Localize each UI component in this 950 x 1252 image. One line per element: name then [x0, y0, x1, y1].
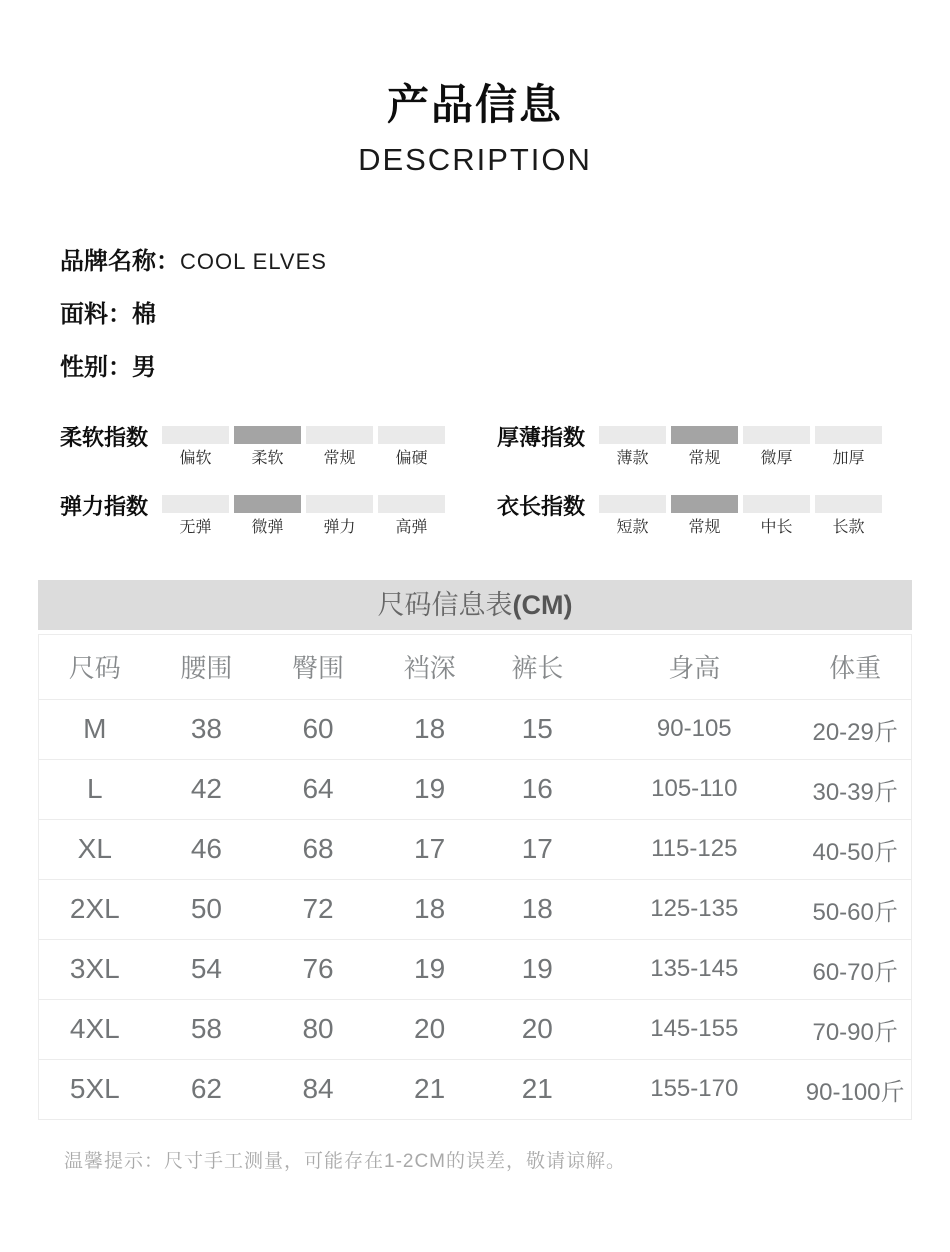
table-cell: 145-155 [589, 999, 799, 1059]
index-segment-bar [671, 426, 738, 444]
index-scale [599, 426, 882, 467]
table-cell: 30-39斤 [799, 759, 911, 819]
index-label: 柔软指数 [60, 425, 149, 450]
attribute-label: 品牌名称： [60, 248, 180, 275]
product-attribute-line [60, 303, 950, 327]
table-cell: 17 [485, 819, 589, 879]
index-segment-bar [815, 426, 882, 444]
table-cell: 19 [485, 939, 589, 999]
index-widget [497, 495, 920, 536]
product-attribute-line [60, 356, 950, 380]
index-segment-label: 短款 [616, 519, 649, 536]
table-cell: 72 [262, 879, 374, 939]
attribute-value: 男 [132, 354, 156, 381]
index-segment [671, 426, 738, 467]
index-widget [60, 495, 497, 536]
column-header: 体重 [799, 635, 911, 699]
table-cell: 62 [190, 1073, 222, 1105]
index-segment [815, 495, 882, 536]
column-header: 身高 [589, 635, 799, 699]
table-cell: M [39, 699, 151, 759]
index-segment [378, 426, 445, 467]
column-header: 腰围 [151, 635, 263, 699]
size-table [39, 635, 911, 1119]
table-cell: 90-105 [589, 699, 799, 759]
index-segment [162, 495, 229, 536]
table-row [39, 999, 911, 1059]
attribute-label: 面料： [60, 301, 132, 328]
table-cell: 50 [151, 879, 263, 939]
table-cell: 20 [374, 999, 486, 1059]
table-cell: 21 [521, 1073, 553, 1105]
column-header: 尺码 [39, 635, 151, 699]
table-cell: 105-110 [589, 759, 799, 819]
index-segment-bar [162, 495, 229, 513]
index-segment [743, 495, 810, 536]
table-cell: 5XL [69, 1073, 120, 1105]
table-cell: 4XL [39, 999, 151, 1059]
size-table-unit: (CM) [512, 590, 573, 620]
table-cell: 42 [151, 759, 263, 819]
attribute-value: COOL ELVES [180, 249, 327, 274]
index-segment [306, 426, 373, 467]
index-segment-label: 微弹 [251, 519, 284, 536]
index-segment-bar [378, 426, 445, 444]
table-cell: L [39, 759, 151, 819]
table-cell: 40-50斤 [799, 819, 911, 879]
table-row [39, 1059, 911, 1119]
table-cell: 76 [262, 939, 374, 999]
index-segment-bar [743, 426, 810, 444]
table-cell: 19 [374, 939, 486, 999]
table-cell: 2XL [39, 879, 151, 939]
index-segment-label: 高弹 [395, 519, 428, 536]
size-table-box [38, 634, 912, 1120]
index-segment-bar [162, 426, 229, 444]
index-segment-label: 偏软 [179, 450, 212, 467]
table-cell: 155-170 [650, 1075, 739, 1103]
table-cell: 18 [485, 879, 589, 939]
index-segment-label: 弹力 [323, 519, 356, 536]
product-attribute-line [60, 250, 950, 274]
table-cell: 18 [374, 879, 486, 939]
index-segment-bar [815, 495, 882, 513]
index-widgets [60, 426, 920, 536]
table-cell: XL [39, 819, 151, 879]
footer-note: 温馨提示：尺寸手工测量，可能存在1-2CM的误差，敬请谅解。 [64, 1151, 627, 1172]
column-header: 裆深 [374, 635, 486, 699]
table-row [39, 759, 911, 819]
index-segment [234, 495, 301, 536]
table-cell: 60 [262, 699, 374, 759]
table-row [39, 819, 911, 879]
table-cell: 68 [262, 819, 374, 879]
index-segment-label: 无弹 [179, 519, 212, 536]
table-cell: 84 [302, 1073, 334, 1105]
size-table-title [38, 580, 912, 630]
table-cell: 135-145 [589, 939, 799, 999]
table-row [39, 699, 911, 759]
table-cell: 50-60斤 [799, 879, 911, 939]
index-segment-label: 中长 [760, 519, 793, 536]
index-segment-bar [599, 426, 666, 444]
table-cell: 20-29斤 [799, 699, 911, 759]
table-cell: 20 [485, 999, 589, 1059]
table-cell: 54 [151, 939, 263, 999]
table-cell: 70-90斤 [799, 999, 911, 1059]
table-cell: 46 [151, 819, 263, 879]
table-cell: 16 [485, 759, 589, 819]
index-segment [599, 426, 666, 467]
table-row [39, 879, 911, 939]
index-segment [743, 426, 810, 467]
index-segment [306, 495, 373, 536]
index-segment-bar [743, 495, 810, 513]
table-cell: 38 [151, 699, 263, 759]
index-segment-label: 常规 [688, 450, 721, 467]
column-header: 裤长 [485, 635, 589, 699]
index-segment-label: 薄款 [616, 450, 649, 467]
index-widget [60, 426, 497, 467]
index-segment-bar [234, 495, 301, 513]
index-segment-label: 加厚 [832, 450, 865, 467]
index-segment-bar [378, 495, 445, 513]
index-segment-label: 柔软 [251, 450, 284, 467]
table-cell: 21 [414, 1073, 446, 1105]
page-title: 产品信息 [386, 81, 563, 128]
table-cell: 58 [151, 999, 263, 1059]
index-scale [599, 495, 882, 536]
attribute-label: 性别： [60, 354, 132, 381]
index-segment-bar [306, 495, 373, 513]
index-segment-label: 微厚 [760, 450, 793, 467]
table-cell: 17 [374, 819, 486, 879]
index-segment [815, 426, 882, 467]
index-segment-bar [671, 495, 738, 513]
table-cell: 18 [374, 699, 486, 759]
size-table-title-text: 尺码信息表 [377, 590, 513, 620]
index-label: 弹力指数 [60, 494, 149, 519]
table-cell: 60-70斤 [799, 939, 911, 999]
table-cell: 90-100斤 [805, 1078, 905, 1106]
page-subtitle: DESCRIPTION [358, 142, 592, 177]
index-segment-label: 常规 [688, 519, 721, 536]
index-segment-label: 偏硬 [395, 450, 428, 467]
index-segment-bar [599, 495, 666, 513]
index-label: 厚薄指数 [497, 425, 586, 450]
index-label: 衣长指数 [497, 494, 586, 519]
index-segment-label: 长款 [832, 519, 865, 536]
table-cell: 19 [374, 759, 486, 819]
table-cell: 3XL [39, 939, 151, 999]
size-table-section [38, 580, 912, 1120]
product-attributes [60, 250, 950, 380]
table-row [39, 939, 911, 999]
table-cell: 64 [262, 759, 374, 819]
index-segment [234, 426, 301, 467]
attribute-value: 棉 [132, 301, 156, 328]
index-segment-bar [234, 426, 301, 444]
index-segment-bar [306, 426, 373, 444]
index-segment-label: 常规 [323, 450, 356, 467]
index-segment [162, 426, 229, 467]
column-header: 臀围 [262, 635, 374, 699]
index-segment [671, 495, 738, 536]
index-segment [378, 495, 445, 536]
page-header [0, 0, 950, 178]
index-scale [162, 495, 445, 536]
table-cell: 80 [262, 999, 374, 1059]
table-cell: 125-135 [589, 879, 799, 939]
index-widget [497, 426, 920, 467]
index-segment [599, 495, 666, 536]
table-cell: 15 [485, 699, 589, 759]
table-cell: 115-125 [589, 819, 799, 879]
index-scale [162, 426, 445, 467]
